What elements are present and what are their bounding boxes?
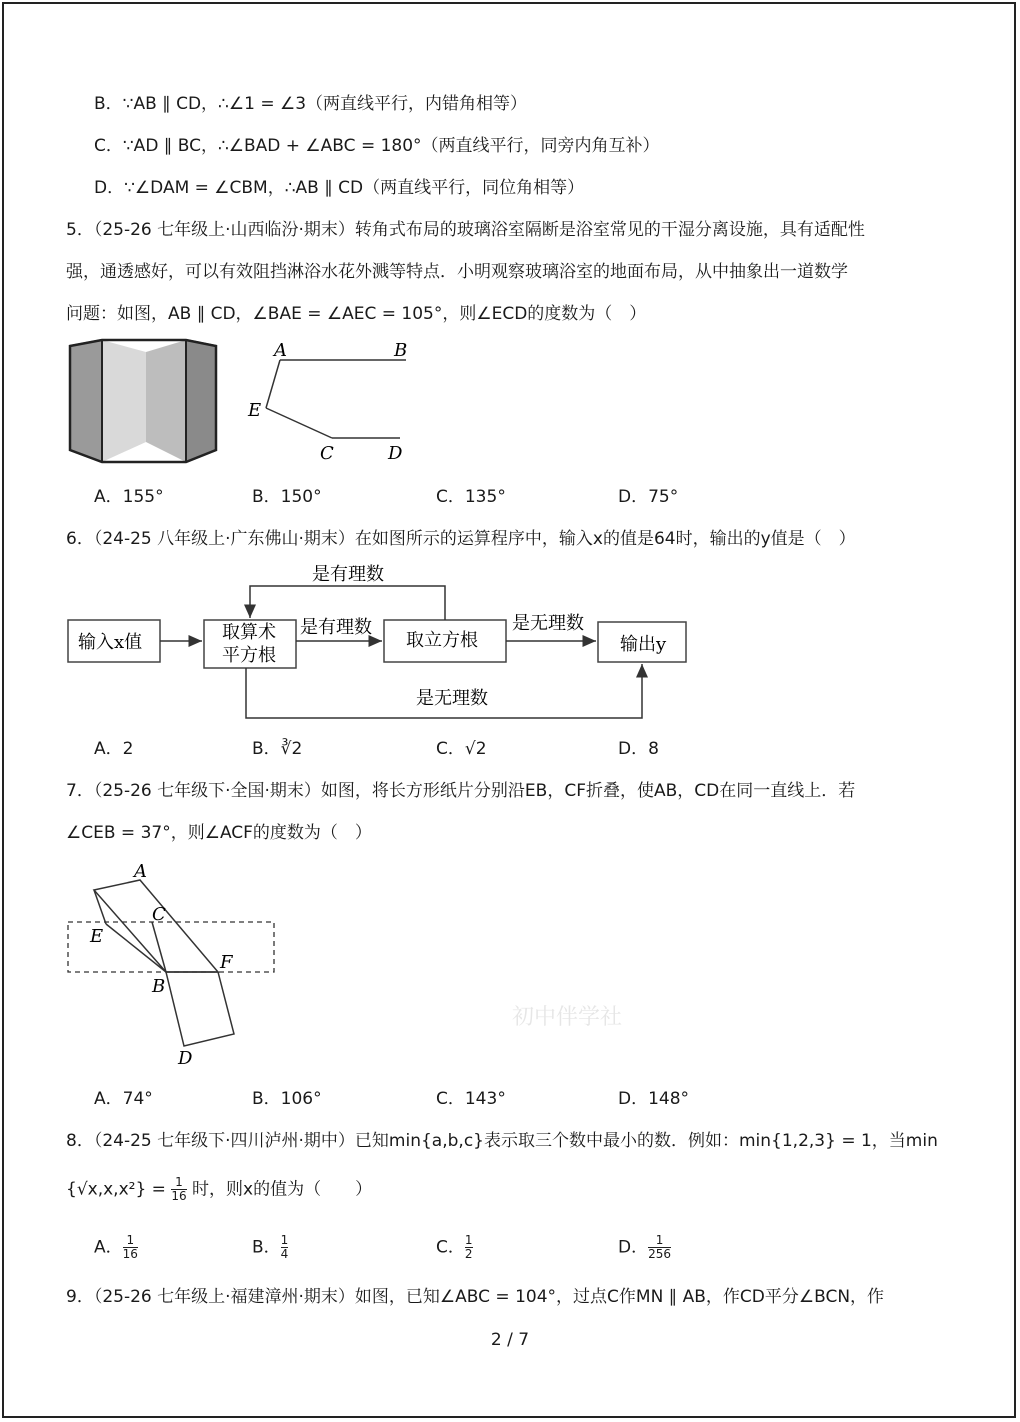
q8-fraction: $\frac{1}{16}$ bbox=[171, 1175, 187, 1203]
flow-irrational-bottom: 是无理数 bbox=[416, 688, 488, 709]
q8-set-expression: {√x,x,x²} = bbox=[66, 1179, 166, 1200]
flow-cube-label: 取立方根 bbox=[406, 630, 478, 651]
q7-label-c: C bbox=[152, 904, 166, 925]
q5-label-d: D bbox=[388, 443, 403, 464]
q8-option-c: C． $\frac{1}{2}$ bbox=[436, 1233, 473, 1261]
flow-input-label: 输入x值 bbox=[78, 632, 143, 653]
q4-option-c: C．∵AD ∥ BC，∴∠BAD + ∠ABC = 180°（两直线平行，同旁内角互补） bbox=[94, 136, 660, 156]
q6-stem-line1: 6．（24-25 八年级上·广东佛山·期末）在如图所示的运算程序中，输入x的值是64时，输出的y值是（ ） bbox=[66, 529, 856, 549]
q6-option-a: A．2 bbox=[94, 739, 134, 759]
q5-label-e: E bbox=[248, 400, 262, 421]
q5-geometry-figure bbox=[244, 338, 424, 466]
q8-option-a: A． $\frac{1}{16}$ bbox=[94, 1233, 138, 1261]
q8-option-d: D． $\frac{1}{256}$ bbox=[618, 1233, 671, 1261]
q5-label-a: A bbox=[274, 340, 287, 361]
q5-option-c: C．135° bbox=[436, 487, 506, 507]
flow-sqrt-label-2: 平方根 bbox=[222, 645, 276, 666]
q4-option-b: B．∵AB ∥ CD，∴∠1 = ∠3（两直线平行，内错角相等） bbox=[94, 94, 528, 114]
flow-sqrt-label-1: 取算术 bbox=[222, 622, 276, 643]
q5-option-a: A．155° bbox=[94, 487, 164, 507]
q7-label-b: B bbox=[152, 976, 166, 997]
q8-stem-tail: 时，则x的值为（ ） bbox=[192, 1179, 373, 1200]
q9-stem-line1: 9．（25-26 七年级上·福建漳州·期末）如图，已知∠ABC = 104°，过点C作MN ∥ AB，作CD平分∠BCN，作 bbox=[66, 1287, 885, 1307]
q7-label-f: F bbox=[220, 952, 233, 973]
q6-flowchart bbox=[60, 560, 700, 722]
q5-stem-line2: 强，通透感好，可以有效阻挡淋浴水花外溅等特点．小明观察玻璃浴室的地面布局，从中抽象出一道数学 bbox=[66, 262, 848, 282]
q7-stem-line2: ∠CEB = 37°，则∠ACF的度数为（ ） bbox=[66, 823, 372, 843]
flow-output-label: 输出y bbox=[620, 634, 667, 655]
flow-rational-mid: 是有理数 bbox=[300, 617, 372, 638]
q5-stem-line3: 问题：如图，AB ∥ CD，∠BAE = ∠AEC = 105°，则∠ECD的度数为（ ） bbox=[66, 304, 647, 324]
q7-label-e: E bbox=[90, 926, 104, 947]
q5-label-c: C bbox=[320, 443, 334, 464]
q7-option-c: C．143° bbox=[436, 1089, 506, 1109]
page-number: 2 / 7 bbox=[490, 1330, 530, 1350]
q5-option-d: D．75° bbox=[618, 487, 679, 507]
q8-option-b: B． $\frac{1}{4}$ bbox=[252, 1233, 289, 1261]
q5-label-b: B bbox=[394, 340, 408, 361]
q8-stem-line1: 8．（24-25 七年级下·四川泸州·期中）已知min{a,b,c}表示取三个数中最小的数．例如：min{1,2,3} = 1，当min bbox=[66, 1131, 938, 1151]
q5-stem-line1: 5．（25-26 七年级上·山西临汾·期末）转角式布局的玻璃浴室隔断是浴室常见的干湿分离设施，具有适配性 bbox=[66, 220, 865, 240]
q6-option-c: C．√2 bbox=[436, 739, 487, 759]
q4-option-d: D．∵∠DAM = ∠CBM，∴AB ∥ CD（两直线平行，同位角相等） bbox=[94, 178, 585, 198]
q7-option-a: A．74° bbox=[94, 1089, 153, 1109]
q6-option-d: D．8 bbox=[618, 739, 659, 759]
q7-option-d: D．148° bbox=[618, 1089, 690, 1109]
q5-option-b: B．150° bbox=[252, 487, 322, 507]
flow-irrational-mid: 是无理数 bbox=[512, 613, 584, 634]
q8-stem-line2 bbox=[66, 1176, 372, 1203]
q6-option-b: B．∛2 bbox=[252, 739, 303, 759]
q5-shower-figure bbox=[66, 338, 226, 466]
q7-stem-line1: 7．（25-26 七年级下·全国·期末）如图，将长方形纸片分别沿EB，CF折叠，使AB，CD在同一直线上．若 bbox=[66, 781, 856, 801]
q7-label-d: D bbox=[178, 1048, 193, 1069]
flow-rational-top: 是有理数 bbox=[312, 564, 384, 585]
q7-option-b: B．106° bbox=[252, 1089, 322, 1109]
q7-label-a: A bbox=[134, 861, 147, 882]
watermark: 初中伴学社 bbox=[512, 1005, 623, 1030]
q7-fold-figure bbox=[60, 858, 290, 1070]
